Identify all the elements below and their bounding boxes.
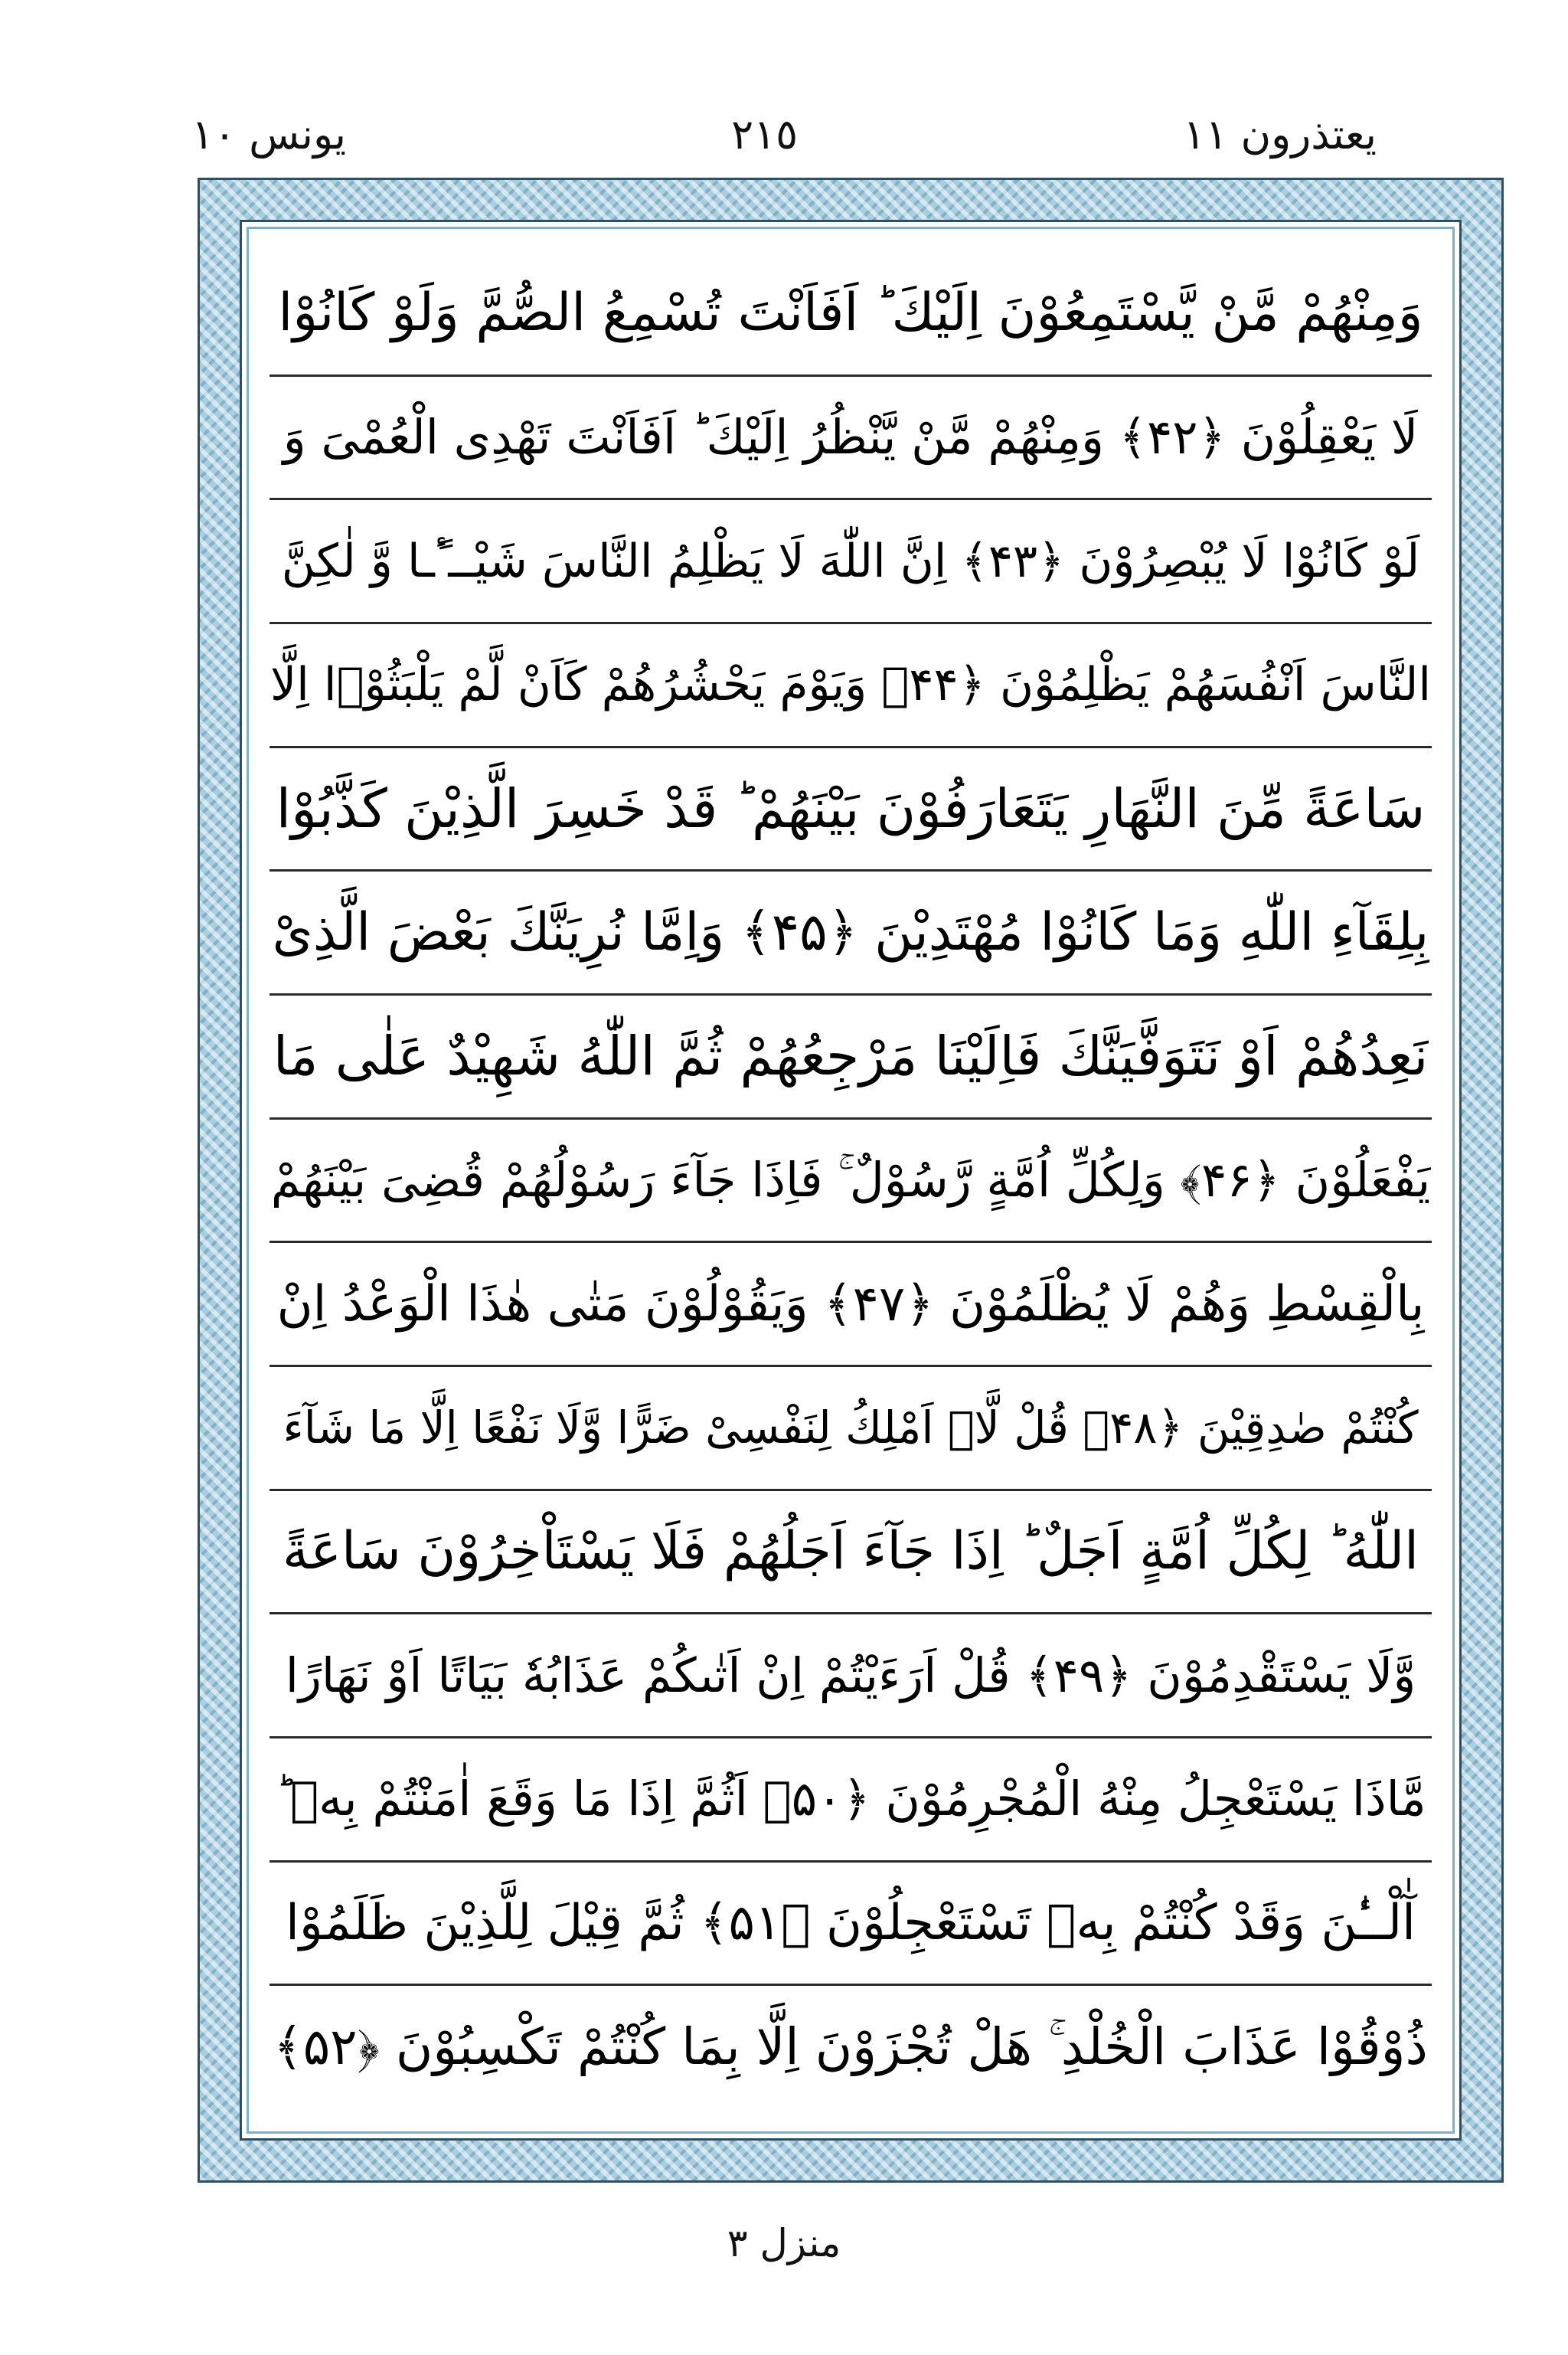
verse-line: وَّلَا يَسْتَقْدِمُوْنَ ﴿۴۹﴾ قُلْ اَرَءَيْتُمْ اِنْ اَتٰىكُمْ عَذَابُهٗ بَيَاتًا اَوْ نَهَارًا [270,1614,1432,1738]
verse-line: آٰلْــٰٔنَ وَقَدْ كُنْتُمْ بِهٖ تَسْتَعْجِلُوْنَ ﴿۵۱﴾ ثُمَّ قِيْلَ لِلَّذِيْنَ ظَلَمُوْا [270,1863,1432,1987]
manzil-footer: منزل ٣ [727,2221,841,2265]
verse-line: يَفْعَلُوْنَ ﴿۴۶﴾ وَلِكُلِّ اُمَّةٍ رَّسُوْلٌ ۚ فَاِذَا جَآءَ رَسُوْلُهُمْ قُضِىَ بَيْنَهُمْ [270,1120,1432,1244]
verse-line: النَّاسَ اَنْفُسَهُمْ يَظْلِمُوْنَ ﴿۴۴﴾ وَيَوْمَ يَحْشُرُهُمْ كَاَنْ لَّمْ يَلْبَثُوْۤا اِلَّا [270,624,1432,748]
surah-label: يونس ١٠ [191,110,346,159]
juz-label: يعتذرون ١١ [1183,110,1377,159]
verse-line: مَّاذَا يَسْتَعْجِلُ مِنْهُ الْمُجْرِمُوْنَ ﴿۵۰﴾ اَثُمَّ اِذَا مَا وَقَعَ اٰمَنْتُمْ بِهٖ ؕ [270,1738,1432,1863]
text-panel [240,220,1462,2141]
verse-line: سَاعَةً مِّنَ النَّهَارِ يَتَعَارَفُوْنَ بَيْنَهُمْ ؕ قَدْ خَسِرَ الَّذِيْنَ كَذَّبُوْا [270,748,1432,872]
verse-line: اللّٰهُ ؕ لِكُلِّ اُمَّةٍ اَجَلٌ ؕ اِذَا جَآءَ اَجَلُهُمْ فَلَا يَسْتَاْخِرُوْنَ سَاعَةً [270,1491,1432,1615]
verse-line: كُنْتُمْ صٰدِقِيْنَ ﴿۴۸﴾ قُلْ لَّاۤ اَمْلِكُ لِنَفْسِىْ ضَرًّا وَّلَا نَفْعًا اِلَّا مَا شَآءَ [270,1367,1432,1491]
verse-line: لَوْ كَانُوْا لَا يُبْصِرُوْنَ ﴿۴۳﴾ اِنَّ اللّٰهَ لَا يَظْلِمُ النَّاسَ شَيْــٴًـا وَّ لٰكِنَّ [270,500,1432,624]
verse-line: بِلِقَآءِ اللّٰهِ وَمَا كَانُوْا مُهْتَدِيْنَ ﴿۴۵﴾ وَاِمَّا نُرِيَنَّكَ بَعْضَ الَّذِىْ [270,872,1432,996]
verse-line: بِالْقِسْطِ وَهُمْ لَا يُظْلَمُوْنَ ﴿۴۷﴾ وَيَقُوْلُوْنَ مَتٰى هٰذَا الْوَعْدُ اِنْ [270,1243,1432,1367]
verse-line: نَعِدُهُمْ اَوْ نَتَوَفَّيَنَّكَ فَاِلَيْنَا مَرْجِعُهُمْ ثُمَّ اللّٰهُ شَهِيْدٌ عَلٰى مَا [270,996,1432,1120]
verse-line: وَمِنْهُمْ مَّنْ يَّسْتَمِعُوْنَ اِلَيْكَ ؕ اَفَاَنْتَ تُسْمِعُ الصُّمَّ وَلَوْ كَانُوْا [270,253,1432,377]
page-header [191,100,1377,168]
verse-lines [270,253,1432,2108]
page-number: ٢١٥ [731,110,799,159]
decorative-border-frame [198,178,1504,2183]
verse-line: ذُوْقُوْا عَذَابَ الْخُلْدِ ۚ هَلْ تُجْزَوْنَ اِلَّا بِمَا كُنْتُمْ تَكْسِبُوْنَ ﴿۵۲﴾ [273,2016,1428,2076]
verse-line: لَا يَعْقِلُوْنَ ﴿۴۲﴾ وَمِنْهُمْ مَّنْ يَّنْظُرُ اِلَيْكَ ؕ اَفَاَنْتَ تَهْدِى الْعُمْىَ وَ [270,377,1432,501]
